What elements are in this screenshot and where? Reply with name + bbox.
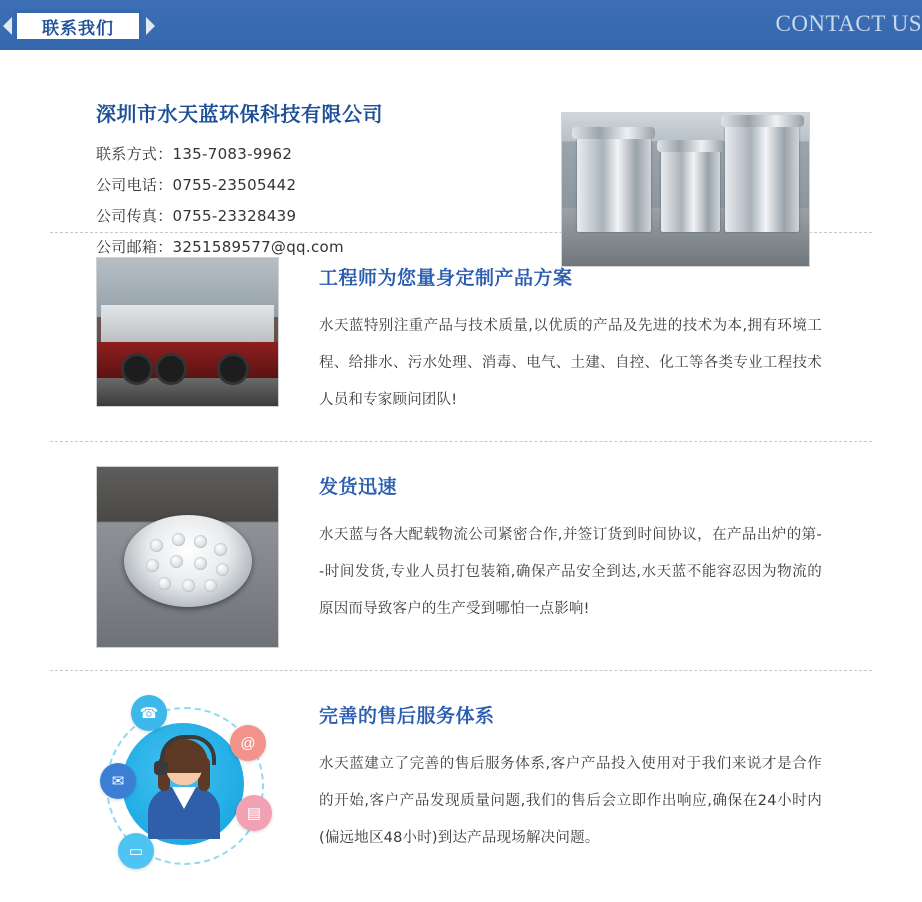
feature-body bbox=[319, 466, 922, 648]
section-title-english: CONTACT US bbox=[775, 11, 922, 36]
chevron-right-icon bbox=[146, 17, 155, 35]
feature-text: 水天蓝特别注重产品与技术质量,以优质的产品及先进的技术为本,拥有环境工程、给排水、污水处理、消毒、电气、土建、自控、化工等各类专业工程技术人员和专家顾问团队! bbox=[319, 318, 822, 408]
document-icon: ▤ bbox=[236, 795, 272, 831]
company-info-block bbox=[0, 50, 922, 256]
filter-disc bbox=[124, 515, 252, 607]
feature-row-custom-solution bbox=[0, 233, 922, 441]
feature-row-fast-shipping bbox=[0, 442, 922, 670]
feature-thumb-truck bbox=[96, 257, 279, 407]
feature-title: 发货迅速 bbox=[319, 476, 398, 498]
feature-thumb-truck-image bbox=[97, 258, 278, 406]
contact-email: 公司邮箱：3251589577@qq.com bbox=[96, 238, 344, 256]
contact-fax: 公司传真：0755-23328439 bbox=[96, 207, 297, 225]
feature-illustration-customer-service bbox=[96, 695, 279, 880]
feature-thumb-filter-vessel bbox=[96, 466, 279, 648]
contact-telephone: 公司电话：0755-23505442 bbox=[96, 176, 297, 194]
section-tab[interactable] bbox=[14, 10, 142, 42]
feature-body bbox=[319, 695, 922, 880]
page-header bbox=[0, 0, 922, 50]
chevron-left-icon bbox=[3, 17, 12, 35]
chat-icon: ▭ bbox=[118, 833, 154, 869]
feature-title: 完善的售后服务体系 bbox=[319, 705, 495, 727]
feature-thumb-filter-vessel-image bbox=[97, 467, 278, 647]
feature-text: 水天蓝与各大配载物流公司紧密合作,并签订货到时间协议，在产品出炉的第- -时间发货,专业人员打包装箱,确保产品安全到达,水天蓝不能容忍因为物流的原因而导致客户的生产受到哪怕一点影响! bbox=[319, 527, 822, 617]
feature-title: 工程师为您量身定制产品方案 bbox=[319, 267, 573, 289]
section-tab-label: 联系我们 bbox=[42, 18, 114, 39]
company-name: 深圳市水天蓝环保科技有限公司 bbox=[96, 102, 383, 126]
phone-icon: ☎ bbox=[131, 695, 167, 731]
feature-row-after-sales bbox=[0, 671, 922, 902]
microphone-icon bbox=[154, 761, 168, 775]
at-icon: @ bbox=[230, 725, 266, 761]
mail-icon: ✉ bbox=[100, 763, 136, 799]
contact-phone: 联系方式：135-7083-9962 bbox=[96, 145, 293, 163]
feature-text: 水天蓝建立了完善的售后服务体系,客户产品投入使用对于我们来说才是合作的开始,客户产品发现质量问题,我们的售后会立即作出响应,确保在24小时内(偏远地区48小时)到达产品现场解决问题。 bbox=[319, 756, 822, 846]
feature-body bbox=[319, 257, 922, 419]
